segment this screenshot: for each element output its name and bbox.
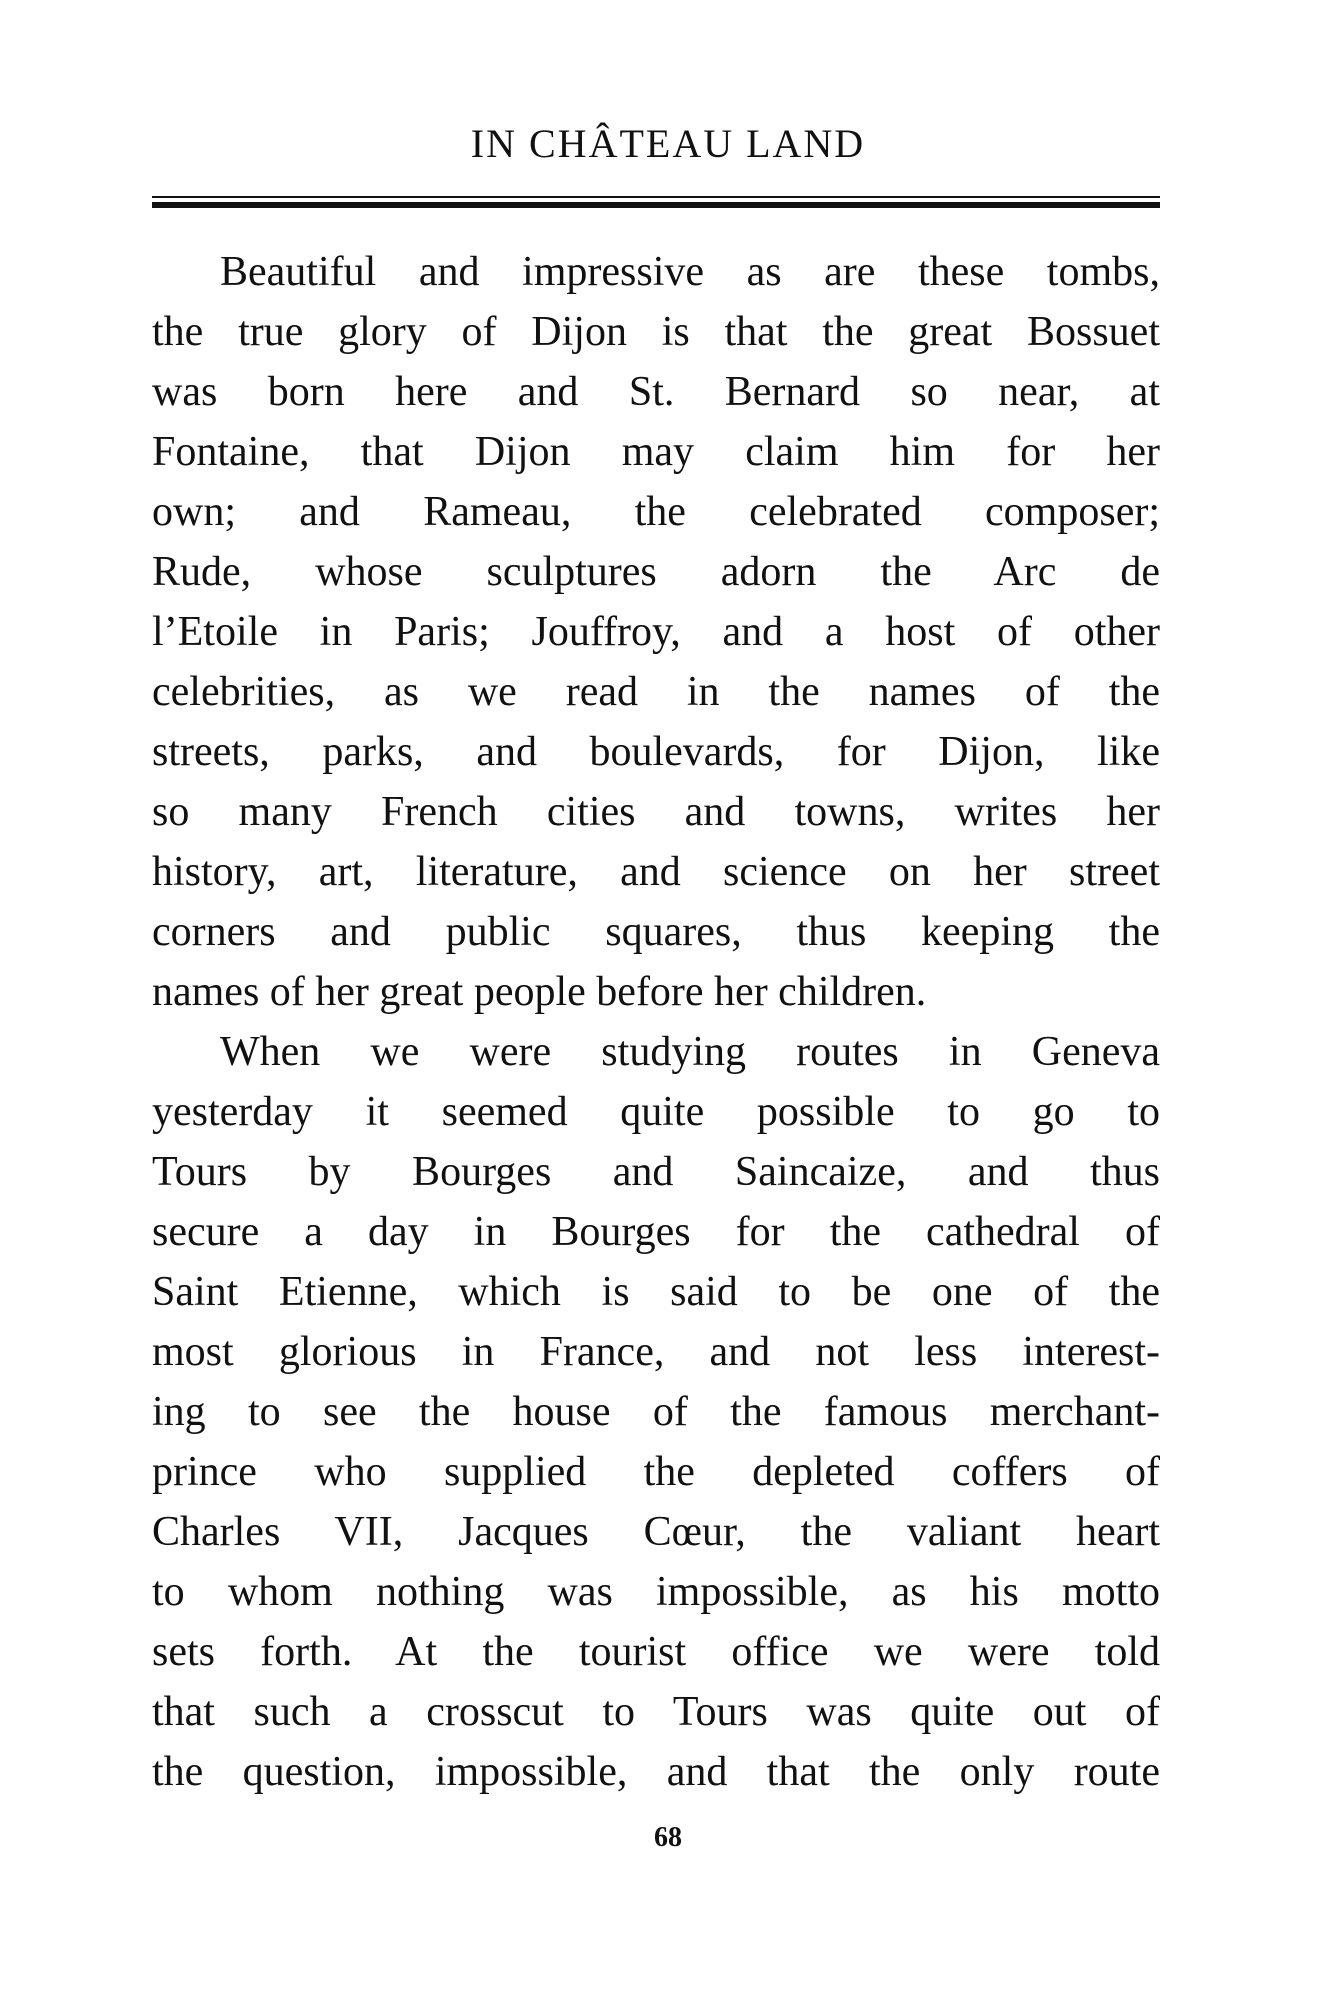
text-line: history, art, literature, and science on her street [152,849,1160,895]
page-number: 68 [654,1822,682,1853]
text-line: secure a day in Bourges for the cathedral of [152,1209,1160,1255]
text-line: most glorious in France, and not less interest- [152,1329,1160,1375]
text-line: was born here and St. Bernard so near, at [152,369,1160,415]
header-rule-thin [152,196,1160,198]
text-line: names of her great people before her children. [152,969,927,1015]
header-rule [152,196,1160,210]
text-line: ing to see the house of the famous merchant- [152,1389,1160,1435]
text-line: Charles VII, Jacques Cœur, the valiant heart [152,1509,1160,1555]
paragraph-1 [152,242,1160,1022]
paragraph-2 [152,1022,1160,1802]
running-header: IN CHÂTEAU LAND [470,121,866,166]
text-line: Fontaine, that Dijon may claim him for her [152,429,1160,475]
text-line: sets forth. At the tourist office we were told [152,1629,1160,1675]
text-line: streets, parks, and boulevards, for Dijon, like [152,729,1160,775]
text-line: When we were studying routes in Geneva [220,1029,1160,1075]
text-line: Beautiful and impressive as are these tombs, [220,249,1160,295]
text-line: Tours by Bourges and Saincaize, and thus [152,1149,1160,1195]
text-line: the question, impossible, and that the only route [152,1749,1160,1795]
text-line: prince who supplied the depleted coffers of [152,1449,1160,1495]
text-line: own; and Rameau, the celebrated composer; [152,489,1160,535]
text-line: celebrities, as we read in the names of the [152,669,1160,715]
body-text [152,242,1160,1802]
text-line: so many French cities and towns, writes her [152,789,1160,835]
text-line: that such a crosscut to Tours was quite out of [152,1689,1160,1735]
text-line: Saint Etienne, which is said to be one of the [152,1269,1160,1315]
text-line: l’Etoile in Paris; Jouffroy, and a host of other [152,609,1160,655]
text-line: yesterday it seemed quite possible to go to [152,1089,1160,1135]
text-line: corners and public squares, thus keeping the [152,909,1160,955]
text-line: the true glory of Dijon is that the great Bossuet [152,309,1160,355]
text-line: to whom nothing was impossible, as his motto [152,1569,1160,1615]
header-rule-thick [152,202,1160,208]
text-line: Rude, whose sculptures adorn the Arc de [152,549,1160,595]
